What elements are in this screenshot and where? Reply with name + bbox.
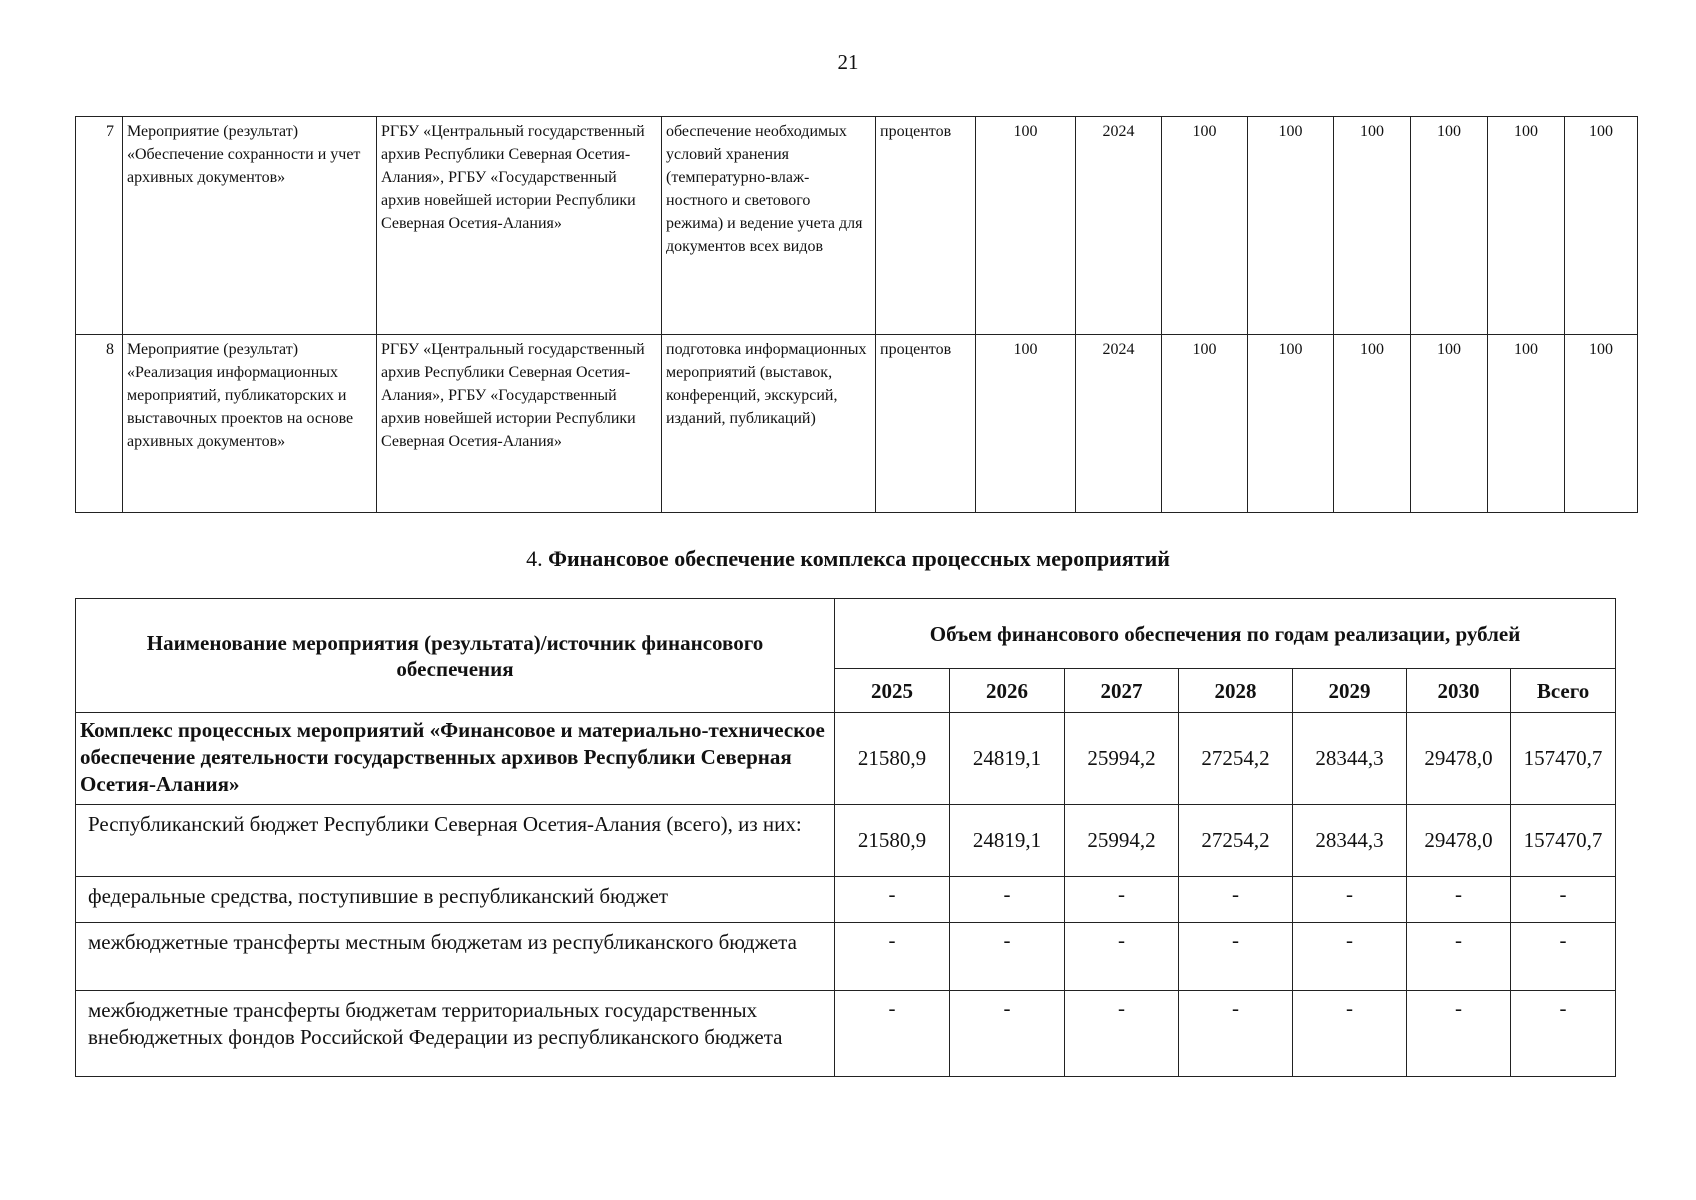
section-number: 4. <box>526 546 543 571</box>
finance-value: - <box>1179 923 1293 991</box>
table-row <box>76 923 1616 991</box>
finance-total: 157470,7 <box>1511 805 1616 877</box>
finance-item-name: межбюджетные трансферты бюджетам территориальных государственных внебюджетных фондов Российской Федерации из республиканского бюджета <box>76 991 835 1077</box>
finance-value: 27254,2 <box>1179 713 1293 805</box>
activity-unit: процентов <box>876 117 976 335</box>
finance-value: 24819,1 <box>950 713 1065 805</box>
year-header: 2030 <box>1407 669 1511 713</box>
finance-item-name: межбюджетные трансферты местным бюджетам из республиканского бюджета <box>76 923 835 991</box>
finance-value: - <box>1065 923 1179 991</box>
finance-value: - <box>950 877 1065 923</box>
finance-item-name: Комплекс процессных мероприятий «Финансовое и материально-техническое обеспечение деятельности государственных архивов Республики Северная Осетия-Алания» <box>76 713 835 805</box>
finance-value: - <box>1293 877 1407 923</box>
finance-total: - <box>1511 877 1616 923</box>
year-value: 100 <box>1334 335 1411 513</box>
finance-value: - <box>950 923 1065 991</box>
year-value: 100 <box>1334 117 1411 335</box>
year-value: 100 <box>1411 335 1488 513</box>
table-row <box>76 991 1616 1077</box>
year-header: 2028 <box>1179 669 1293 713</box>
year-header: 2025 <box>835 669 950 713</box>
finance-value: - <box>950 991 1065 1077</box>
finance-value: - <box>1293 923 1407 991</box>
finance-value: 25994,2 <box>1065 713 1179 805</box>
finance-value: - <box>1407 991 1511 1077</box>
year-value: 100 <box>1162 335 1248 513</box>
year-value: 100 <box>1248 117 1334 335</box>
year-value: 100 <box>1488 117 1565 335</box>
finance-value: - <box>835 923 950 991</box>
year-value: 100 <box>1488 335 1565 513</box>
finance-value: - <box>1065 877 1179 923</box>
finance-item-name: Республиканский бюджет Республики Северная Осетия-Алания (всего), из них: <box>76 805 835 877</box>
year-value: 100 <box>1411 117 1488 335</box>
finance-value: - <box>1179 991 1293 1077</box>
table-row <box>76 713 1616 805</box>
row-number: 7 <box>76 117 123 335</box>
finance-value: 28344,3 <box>1293 713 1407 805</box>
finance-total: 157470,7 <box>1511 713 1616 805</box>
header-volume: Объем финансового обеспечения по годам реализации, рублей <box>835 599 1616 669</box>
table-row <box>76 805 1616 877</box>
base-value: 100 <box>976 117 1076 335</box>
activities-table <box>75 116 1638 513</box>
year-header: 2029 <box>1293 669 1407 713</box>
year-value: 100 <box>1565 335 1638 513</box>
year-header: 2026 <box>950 669 1065 713</box>
base-value: 100 <box>976 335 1076 513</box>
base-year: 2024 <box>1076 117 1162 335</box>
table-row <box>76 877 1616 923</box>
year-value: 100 <box>1565 117 1638 335</box>
finance-value: - <box>835 877 950 923</box>
finance-total: - <box>1511 923 1616 991</box>
page-number: 21 <box>837 50 859 74</box>
finance-value: 29478,0 <box>1407 713 1511 805</box>
activity-unit: процентов <box>876 335 976 513</box>
section-title-text: Финансовое обеспечение комплекса процессных мероприятий <box>548 546 1170 571</box>
activity-name: Мероприятие (результат) «Реализация информационных мероприятий, публикаторских и выставочных проектов на основе архивных документов» <box>123 335 377 513</box>
finance-value: 29478,0 <box>1407 805 1511 877</box>
section-title <box>0 546 1696 572</box>
finance-value: 25994,2 <box>1065 805 1179 877</box>
finance-table <box>75 598 1616 1077</box>
finance-value: - <box>1407 923 1511 991</box>
finance-item-name: федеральные средства, поступившие в республиканский бюджет <box>76 877 835 923</box>
finance-value: - <box>1179 877 1293 923</box>
finance-value: - <box>1293 991 1407 1077</box>
finance-value: 24819,1 <box>950 805 1065 877</box>
activity-responsible: РГБУ «Центральный государственный архив Республики Северная Осетия-Алания», РГБУ «Государственный архив новейшей истории Республики Северная Осетия-Алания» <box>377 335 662 513</box>
table-row <box>76 117 1638 335</box>
finance-value: 21580,9 <box>835 713 950 805</box>
year-header: 2027 <box>1065 669 1179 713</box>
year-value: 100 <box>1162 117 1248 335</box>
table-header-row <box>76 599 1616 669</box>
finance-value: 21580,9 <box>835 805 950 877</box>
activity-description: обеспечение необходимых условий хранения (температурно-влаж-ностного и светового режима) и ведение учета для документов всех видов <box>662 117 876 335</box>
base-year: 2024 <box>1076 335 1162 513</box>
header-name: Наименование мероприятия (результата)/источник финансового обеспечения <box>76 599 835 713</box>
finance-value: - <box>1407 877 1511 923</box>
finance-value: - <box>835 991 950 1077</box>
year-value: 100 <box>1248 335 1334 513</box>
table-row <box>76 335 1638 513</box>
finance-value: 28344,3 <box>1293 805 1407 877</box>
activity-name: Мероприятие (результат) «Обеспечение сохранности и учет архивных документов» <box>123 117 377 335</box>
activity-responsible: РГБУ «Центральный государственный архив Республики Северная Осетия-Алания», РГБУ «Государственный архив новейшей истории Республики Северная Осетия-Алания» <box>377 117 662 335</box>
finance-value: - <box>1065 991 1179 1077</box>
finance-value: 27254,2 <box>1179 805 1293 877</box>
activity-description: подготовка информационных мероприятий (выставок, конференций, экскурсий, изданий, публикаций) <box>662 335 876 513</box>
row-number: 8 <box>76 335 123 513</box>
total-header: Всего <box>1511 669 1616 713</box>
finance-total: - <box>1511 991 1616 1077</box>
